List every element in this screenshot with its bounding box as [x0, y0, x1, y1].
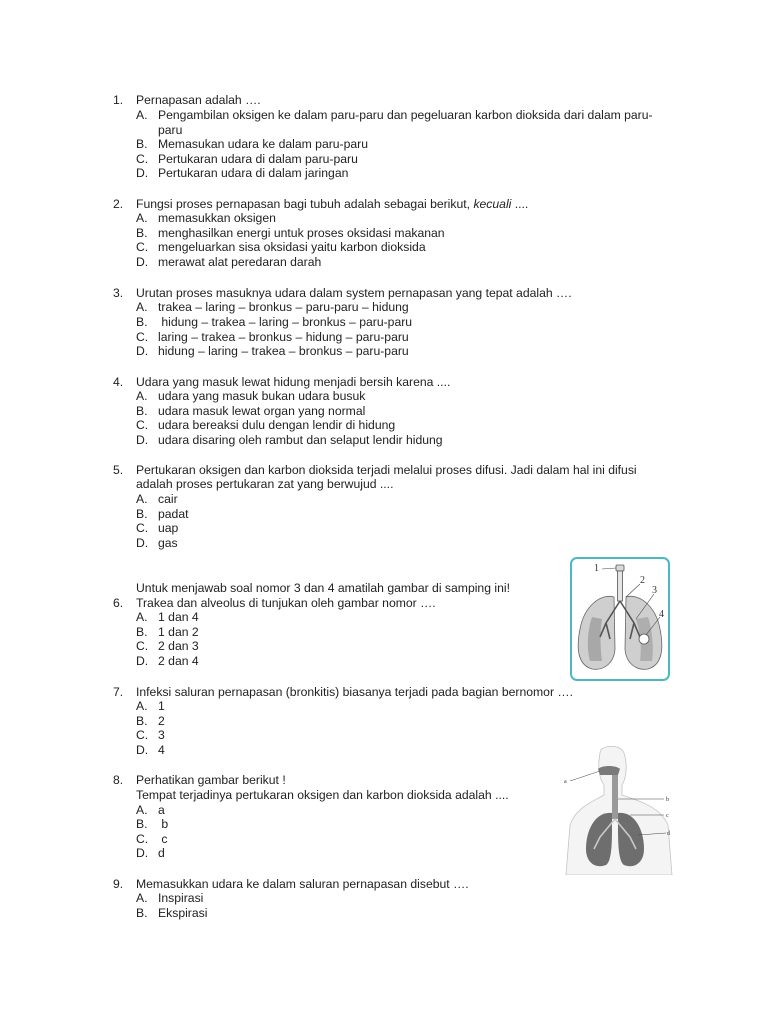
option-continuation: paru — [158, 123, 183, 137]
option-text: trakea – laring – bronkus – paru-paru – hidung — [158, 300, 409, 314]
option-letter: D. — [136, 536, 149, 550]
option-text: menghasilkan energi untuk proses oksidasi makanan — [158, 226, 445, 240]
option-letter: A. — [136, 699, 148, 713]
figure-instruction: Untuk menjawab soal nomor 3 dan 4 amatilah gambar di samping ini! — [136, 581, 510, 595]
option-item — [136, 610, 199, 624]
option-text: 1 dan 4 — [158, 610, 199, 624]
option-item — [136, 714, 165, 728]
question-stem: Trakea dan alveolus di tunjukan oleh gambar nomor …. — [136, 596, 436, 610]
option-text: udara yang masuk bukan udara busuk — [158, 389, 366, 403]
option-letter: C. — [136, 240, 149, 254]
stem-text: Fungsi proses pernapasan bagi tubuh adalah sebagai berikut, — [136, 197, 471, 211]
question-stem: Udara yang masuk lewat hidung menjadi bersih karena .... — [136, 375, 451, 389]
question-stem: Memasukkan udara ke dalam saluran pernapasan disebut …. — [136, 877, 469, 891]
question-stem: Urutan proses masuknya udara dalam system pernapasan yang tepat adalah …. — [136, 286, 572, 300]
body-silhouette — [566, 746, 672, 875]
option-letter: A. — [136, 211, 148, 225]
option-text: padat — [158, 507, 189, 521]
option-item — [136, 492, 178, 506]
option-item — [136, 906, 207, 920]
lungs-diagram-figure — [570, 557, 670, 681]
option-letter: D. — [136, 743, 149, 757]
option-letter: C. — [136, 728, 149, 742]
option-text: merawat alat peredaran darah — [158, 255, 322, 269]
option-letter: A. — [136, 891, 148, 905]
option-text: 3 — [158, 728, 165, 742]
trachea-shape — [618, 571, 623, 601]
option-text: Pertukaran udara di dalam paru-paru — [158, 152, 358, 166]
option-text: hidung – laring – trakea – bronkus – paru-paru — [158, 344, 409, 358]
option-text: uap — [158, 521, 179, 535]
option-text: a — [158, 803, 165, 817]
option-item — [136, 300, 409, 314]
question-stem: Pertukaran oksigen dan karbon dioksida terjadi melalui proses difusi. Jadi dalam hal ini difusi — [136, 463, 637, 477]
option-letter: D. — [136, 654, 149, 668]
option-text: cair — [158, 492, 178, 506]
option-item — [136, 418, 395, 432]
option-letter: A. — [136, 803, 148, 817]
question-stem — [136, 197, 676, 212]
option-item — [136, 536, 178, 550]
question-stem-line2: adalah proses pertukaran zat yang berwujud .... — [136, 477, 394, 491]
option-letter: A. — [136, 108, 148, 122]
option-letter: D. — [136, 166, 149, 180]
option-item — [136, 803, 165, 817]
figure-label: a — [564, 779, 567, 785]
option-letter: A. — [136, 300, 148, 314]
option-item — [136, 315, 412, 329]
option-text: 4 — [158, 743, 165, 757]
option-item — [136, 344, 409, 358]
option-text: Pengambilan oksigen ke dalam paru-paru dan pegeluaran karbon dioksida dari dalam paru- — [158, 108, 653, 122]
question-number: 8. — [113, 773, 124, 787]
option-item — [136, 832, 167, 846]
pointer-line — [570, 771, 600, 781]
option-letter: B. — [136, 906, 148, 920]
respiratory-body-figure — [560, 745, 675, 875]
figure-label: 2 — [640, 575, 645, 586]
option-letter: A. — [136, 492, 148, 506]
option-letter: C. — [136, 418, 149, 432]
option-letter: B. — [136, 404, 148, 418]
question-stem-line2: Tempat terjadinya pertukaran oksigen dan karbon dioksida adalah .... — [136, 788, 509, 802]
option-text: c — [158, 832, 168, 846]
option-text: d — [158, 846, 165, 860]
option-item — [136, 255, 321, 269]
alveolus-shape — [639, 634, 649, 644]
question-number: 3. — [113, 286, 124, 300]
option-text: b — [158, 817, 169, 831]
figure-label: c — [666, 813, 669, 819]
option-text: udara bereaksi dulu dengan lendir di hidung — [158, 418, 396, 432]
figure-label: 4 — [659, 609, 664, 620]
option-text: gas — [158, 536, 178, 550]
question-number: 6. — [113, 596, 124, 610]
option-letter: C. — [136, 152, 149, 166]
option-letter: A. — [136, 389, 148, 403]
option-letter: C. — [136, 832, 149, 846]
figure-label: b — [666, 797, 669, 803]
option-item — [136, 389, 365, 403]
option-item — [136, 226, 445, 240]
question-number: 5. — [113, 463, 124, 477]
option-item — [136, 433, 443, 447]
option-letter: B. — [136, 507, 148, 521]
question-stem: Perhatikan gambar berikut ! — [136, 773, 286, 787]
option-text: 1 — [158, 699, 165, 713]
option-letter: D. — [136, 344, 149, 358]
nasal-cavity-shape — [598, 766, 620, 775]
option-text: 1 dan 2 — [158, 625, 199, 639]
stem-end: .... — [514, 197, 529, 211]
figure-label: d — [667, 831, 670, 837]
option-item — [136, 507, 189, 521]
option-text: 2 dan 3 — [158, 639, 199, 653]
option-item — [136, 166, 348, 180]
option-text: memasukkan oksigen — [158, 211, 276, 225]
option-text: 2 dan 4 — [158, 654, 199, 668]
larynx-shape — [616, 565, 624, 571]
option-item — [136, 404, 365, 418]
option-letter: D. — [136, 255, 149, 269]
option-item — [136, 817, 168, 831]
option-letter: D. — [136, 846, 149, 860]
option-item — [136, 521, 178, 535]
option-item — [136, 152, 358, 166]
figure-label: 1 — [594, 563, 599, 574]
option-letter: B. — [136, 625, 148, 639]
option-text: Memasukan udara ke dalam paru-paru — [158, 137, 369, 151]
option-letter: A. — [136, 610, 148, 624]
option-text: udara masuk lewat organ yang normal — [158, 404, 366, 418]
option-letter: C. — [136, 521, 149, 535]
option-item — [136, 137, 368, 151]
question-stem: Pernapasan adalah …. — [136, 93, 261, 107]
option-item — [136, 699, 165, 713]
option-item — [136, 743, 165, 757]
option-item — [136, 240, 426, 254]
option-item — [136, 211, 276, 225]
option-letter: D. — [136, 433, 149, 447]
option-text: mengeluarkan sisa oksidasi yaitu karbon dioksida — [158, 240, 426, 254]
question-number: 2. — [113, 197, 124, 211]
option-text: 2 — [158, 714, 165, 728]
option-text: Ekspirasi — [158, 906, 208, 920]
option-letter: B. — [136, 226, 148, 240]
figure-label: 3 — [652, 585, 657, 596]
option-text: Inspirasi — [158, 891, 204, 905]
stem-emphasis: kecuali — [473, 197, 512, 211]
option-item — [136, 728, 165, 742]
option-item — [136, 625, 199, 639]
option-letter: B. — [136, 817, 148, 831]
question-stem: Infeksi saluran pernapasan (bronkitis) biasanya terjadi pada bagian bernomor …. — [136, 685, 573, 699]
option-letter: B. — [136, 315, 148, 329]
option-item — [136, 330, 409, 344]
option-item — [136, 639, 199, 653]
option-letter: C. — [136, 330, 149, 344]
option-letter: B. — [136, 714, 148, 728]
option-item — [136, 891, 203, 905]
option-text: udara disaring oleh rambut dan selaput lendir hidung — [158, 433, 443, 447]
option-text: laring – trakea – bronkus – hidung – paru-paru — [158, 330, 409, 344]
option-text: hidung – trakea – laring – bronkus – paru-paru — [158, 315, 413, 329]
question-number: 1. — [113, 93, 124, 107]
option-letter: B. — [136, 137, 148, 151]
option-text: Pertukaran udara di dalam jaringan — [158, 166, 349, 180]
option-item — [136, 108, 653, 122]
trachea-shape — [612, 775, 618, 819]
question-number: 4. — [113, 375, 124, 389]
option-item — [136, 846, 165, 860]
question-number: 9. — [113, 877, 124, 891]
option-item — [136, 654, 199, 668]
question-number: 7. — [113, 685, 124, 699]
option-letter: C. — [136, 639, 149, 653]
